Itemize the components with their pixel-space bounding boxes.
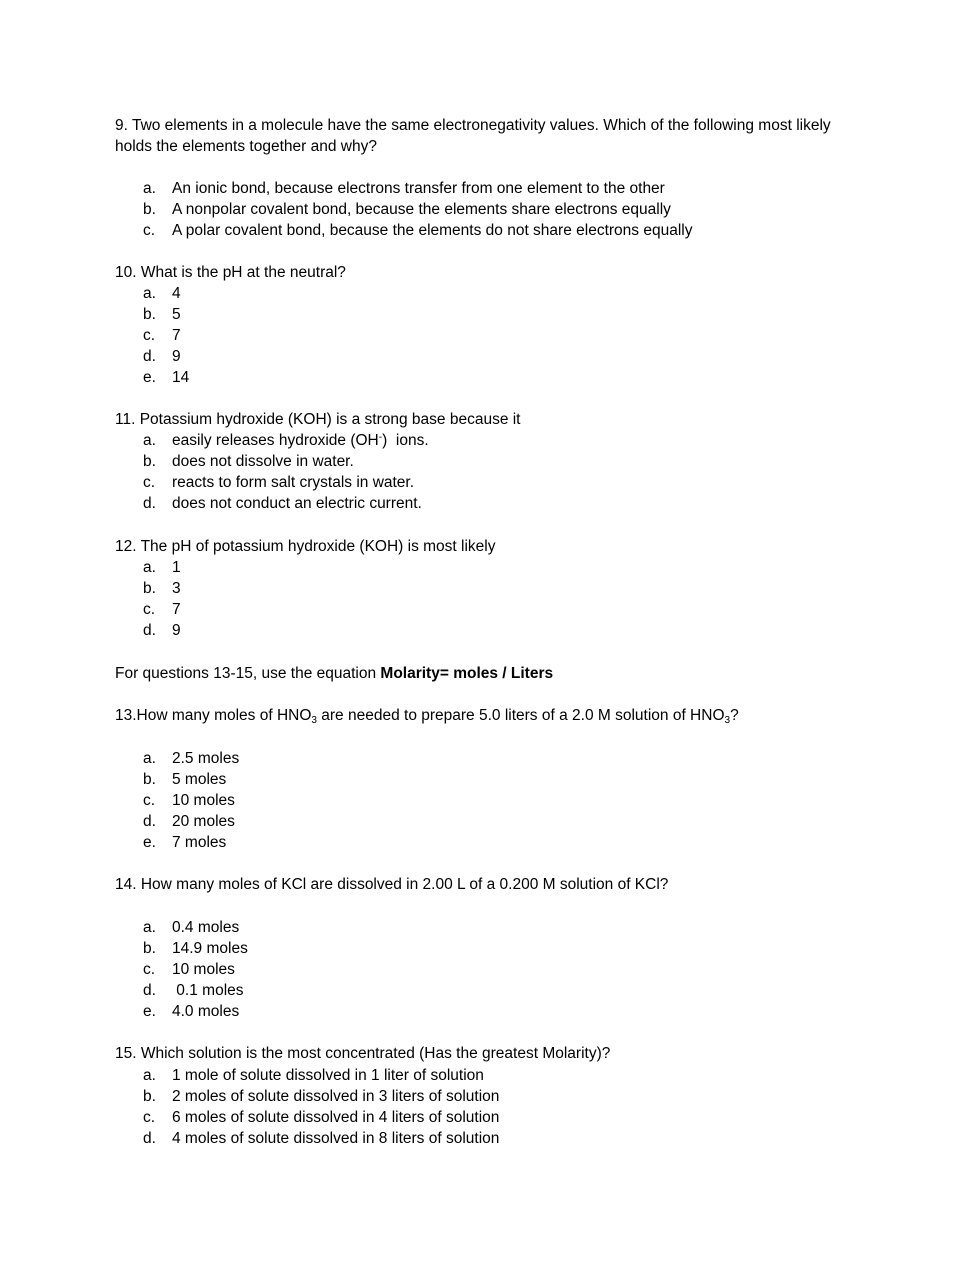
options-list — [115, 430, 865, 514]
option-text: 4 moles of solute dissolved in 8 liters of solution — [172, 1130, 500, 1147]
option-text: does not conduct an electric current. — [172, 495, 422, 512]
prompt-text: ? — [730, 707, 739, 724]
option-text: 2 moles of solute dissolved in 3 liters of solution — [172, 1088, 500, 1105]
option-letter: a. — [143, 432, 156, 449]
option-letter: c. — [143, 327, 156, 344]
instruction-text: For questions 13-15, use the equation — [115, 665, 381, 682]
option-letter: d. — [143, 813, 156, 830]
option-text: An ionic bond, because electrons transfer from one element to the other — [172, 180, 665, 197]
option-item — [115, 1086, 865, 1107]
options-list — [115, 1065, 865, 1149]
option-letter: c. — [143, 601, 156, 618]
option-text: 2.5 moles — [172, 750, 240, 767]
option-item — [115, 346, 865, 367]
prompt-text: 13.How many moles of HNO — [115, 707, 312, 724]
option-item — [115, 599, 865, 620]
option-text: 3 — [172, 580, 181, 597]
subscript: 3 — [724, 715, 731, 726]
option-item — [115, 1128, 865, 1149]
option-letter: e. — [143, 1003, 156, 1020]
option-letter: c. — [143, 222, 156, 239]
option-letter: d. — [143, 495, 156, 512]
option-text: 7 moles — [172, 834, 227, 851]
option-text — [172, 432, 429, 449]
option-item — [115, 220, 865, 241]
option-text: 4.0 moles — [172, 1003, 240, 1020]
option-text: 10 moles — [172, 961, 235, 978]
option-letter: b. — [143, 1088, 156, 1105]
option-item — [115, 832, 865, 853]
option-text: does not dissolve in water. — [172, 453, 354, 470]
option-letter: e. — [143, 834, 156, 851]
option-item — [115, 557, 865, 578]
option-letter: c. — [143, 961, 156, 978]
option-letter: b. — [143, 201, 156, 218]
options-list — [115, 917, 865, 1022]
option-item — [115, 980, 865, 1001]
option-letter: a. — [143, 180, 156, 197]
option-text: 9 — [172, 348, 181, 365]
options-list — [115, 748, 865, 853]
option-item — [115, 578, 865, 599]
option-text-pre: easily releases hydroxide (OH — [172, 432, 379, 449]
option-letter: a. — [143, 750, 156, 767]
question-prompt: 11. Potassium hydroxide (KOH) is a strong base because it — [115, 411, 521, 428]
option-letter: c. — [143, 792, 156, 809]
option-text: 0.4 moles — [172, 919, 240, 936]
question-prompt: 12. The pH of potassium hydroxide (KOH) is most likely — [115, 538, 496, 555]
option-item — [115, 1065, 865, 1086]
option-item — [115, 811, 865, 832]
option-item — [115, 472, 865, 493]
option-text: 9 — [172, 622, 181, 639]
option-text: 5 moles — [172, 771, 227, 788]
option-letter: b. — [143, 940, 156, 957]
option-text: 0.1 moles — [172, 982, 244, 999]
option-item — [115, 283, 865, 304]
option-letter: a. — [143, 285, 156, 302]
option-letter: b. — [143, 453, 156, 470]
option-letter: e. — [143, 369, 156, 386]
option-text: 7 — [172, 327, 181, 344]
option-item — [115, 1107, 865, 1128]
options-list — [115, 283, 865, 388]
option-text: 10 moles — [172, 792, 235, 809]
option-item — [115, 790, 865, 811]
option-item — [115, 917, 865, 938]
options-list — [115, 557, 865, 641]
option-item — [115, 325, 865, 346]
option-text: 1 mole of solute dissolved in 1 liter of solution — [172, 1067, 484, 1084]
option-letter: a. — [143, 559, 156, 576]
option-letter: b. — [143, 306, 156, 323]
option-letter: c. — [143, 474, 156, 491]
question-prompt: 14. How many moles of KCl are dissolved in 2.00 L of a 0.200 M solution of KCl? — [115, 876, 669, 893]
option-text: 5 — [172, 306, 181, 323]
option-letter: b. — [143, 771, 156, 788]
option-item — [115, 748, 865, 769]
option-text: A nonpolar covalent bond, because the elements share electrons equally — [172, 201, 671, 218]
option-item — [115, 430, 865, 451]
option-text: reacts to form salt crystals in water. — [172, 474, 415, 491]
option-item — [115, 1001, 865, 1022]
option-text-post: ) ions. — [382, 432, 429, 449]
molarity-equation: Molarity= moles / Liters — [380, 665, 554, 682]
question-prompt — [115, 705, 739, 726]
instruction-line — [115, 663, 553, 684]
question-prompt: 15. Which solution is the most concentrated (Has the greatest Molarity)? — [115, 1045, 611, 1062]
option-letter: a. — [143, 919, 156, 936]
option-text: 14 — [172, 369, 190, 386]
option-item — [115, 493, 865, 514]
option-letter: b. — [143, 580, 156, 597]
option-letter: d. — [143, 622, 156, 639]
option-letter: d. — [143, 348, 156, 365]
option-item — [115, 199, 865, 220]
options-list — [115, 178, 865, 241]
option-item — [115, 451, 865, 472]
option-text: 4 — [172, 285, 181, 302]
option-item — [115, 178, 865, 199]
option-item — [115, 620, 865, 641]
charge-superscript: - — [378, 432, 383, 443]
option-text: 7 — [172, 601, 181, 618]
option-item — [115, 769, 865, 790]
option-item — [115, 367, 865, 388]
option-letter: d. — [143, 1130, 156, 1147]
option-letter: c. — [143, 1109, 156, 1126]
option-item — [115, 304, 865, 325]
question-prompt: 9. Two elements in a molecule have the same electronegativity values. Which of the following most likely holds the elements together and why? — [115, 117, 831, 155]
option-item — [115, 938, 865, 959]
subscript: 3 — [311, 715, 317, 726]
question-prompt: 10. What is the pH at the neutral? — [115, 264, 346, 281]
option-letter: a. — [143, 1067, 156, 1084]
option-text: 6 moles of solute dissolved in 4 liters of solution — [172, 1109, 500, 1126]
option-item — [115, 959, 865, 980]
option-text: 20 moles — [172, 813, 235, 830]
option-text: 14.9 moles — [172, 940, 248, 957]
option-text: A polar covalent bond, because the elements do not share electrons equally — [172, 222, 693, 239]
option-text: 1 — [172, 559, 181, 576]
prompt-text: are needed to prepare 5.0 liters of a 2.0 M solution of HNO — [316, 707, 725, 724]
option-letter: d. — [143, 982, 156, 999]
question-9 — [115, 115, 865, 157]
